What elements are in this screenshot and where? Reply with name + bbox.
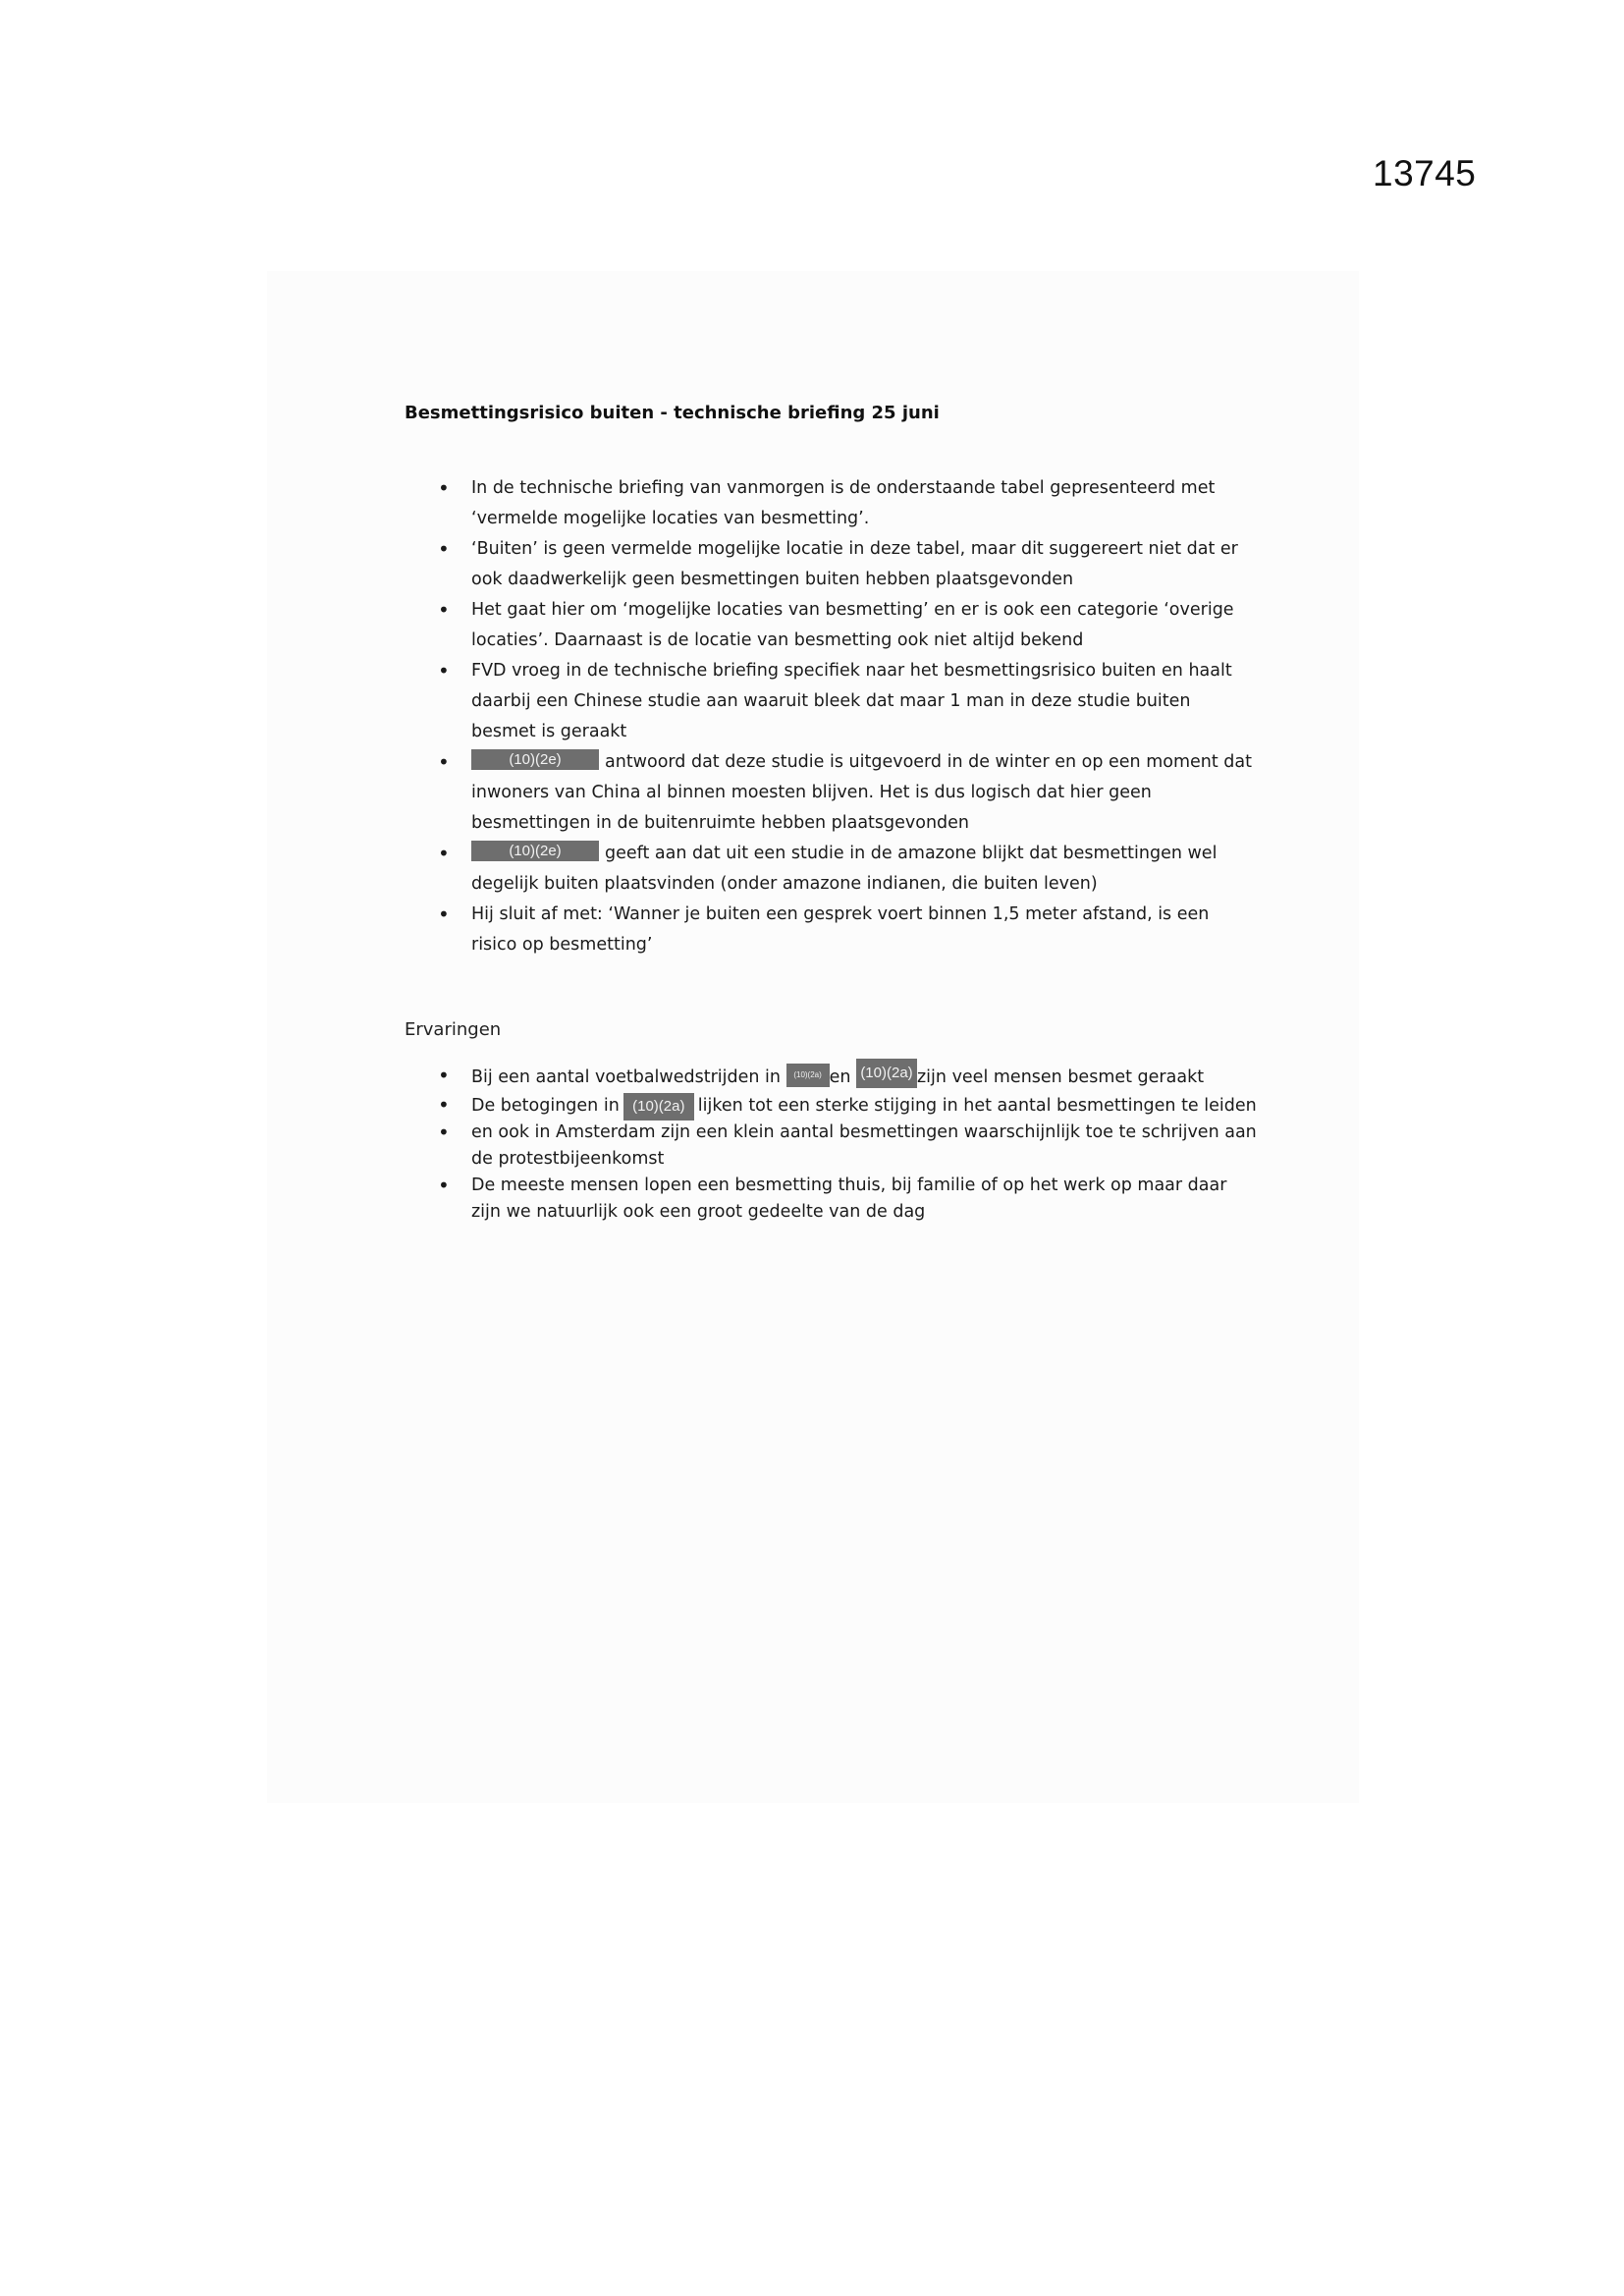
list-item bbox=[432, 1120, 1257, 1173]
list-item-text: zijn veel mensen besmet geraakt bbox=[917, 1067, 1205, 1087]
list-item-text: ‘Buiten’ is geen vermelde mogelijke locatie in deze tabel, maar dit suggereert niet dat er ook daadwerkelijk geen besmettingen buiten hebben plaatsgevonden bbox=[471, 539, 1238, 589]
redaction-block: (10)(2a) bbox=[856, 1059, 917, 1088]
list-item-text: Hij sluit af met: ‘Wanner je buiten een gesprek voert binnen 1,5 meter afstand, is een risico op besmetting’ bbox=[471, 904, 1210, 955]
list-item-text: lijken tot een sterke stijging in het aantal besmettingen te leiden bbox=[697, 1096, 1257, 1116]
list-item bbox=[432, 839, 1257, 900]
document-heading: Besmettingsrisico buiten - technische briefing 25 juni bbox=[405, 403, 940, 423]
list-item-text: en ook in Amsterdam zijn een klein aantal besmettingen waarschijnlijk toe te schrijven aan de protestbijeenkomst bbox=[471, 1122, 1257, 1169]
list-item bbox=[432, 656, 1257, 747]
section-heading-ervaringen: Ervaringen bbox=[405, 1019, 502, 1040]
list-item bbox=[432, 1092, 1257, 1120]
list-item-text: FVD vroeg in de technische briefing specifiek naar het besmettingsrisico buiten en haalt daarbij een Chinese studie aan waaruit bleek dat maar 1 man in deze studie buiten besmet is geraakt bbox=[471, 661, 1232, 741]
list-item bbox=[432, 473, 1257, 534]
list-item bbox=[432, 747, 1257, 839]
list-item bbox=[432, 595, 1257, 656]
list-item-text: Bij een aantal voetbalwedstrijden in bbox=[471, 1067, 781, 1087]
list-item-text: antwoord dat deze studie is uitgevoerd in de winter en op een moment dat inwoners van China al binnen moesten blijven. Het is dus logisch dat hier geen besmettingen in de buitenruimte hebben plaatsgevonden bbox=[471, 752, 1252, 833]
list-item bbox=[432, 900, 1257, 960]
list-item bbox=[432, 1173, 1257, 1226]
redaction-block: (10)(2a) bbox=[623, 1093, 694, 1121]
page-number: 13745 bbox=[1373, 153, 1477, 193]
list-item-text: en bbox=[829, 1067, 851, 1087]
list-item-text: De meeste mensen lopen een besmetting thuis, bij familie of op het werk op maar daar zijn we natuurlijk ook een groot gedeelte van de dag bbox=[471, 1175, 1227, 1222]
briefing-bullet-list bbox=[432, 473, 1257, 960]
list-item bbox=[432, 534, 1257, 595]
list-item bbox=[432, 1063, 1257, 1092]
ervaringen-bullet-list bbox=[432, 1063, 1257, 1226]
redaction-block: (10)(2a) bbox=[786, 1064, 830, 1087]
list-item-text: Het gaat hier om ‘mogelijke locaties van besmetting’ en er is ook een categorie ‘overige locaties’. Daarnaast is de locatie van besmetting ook niet altijd bekend bbox=[471, 600, 1234, 650]
list-item-text: geeft aan dat uit een studie in de amazone blijkt dat besmettingen wel degelijk buiten plaatsvinden (onder amazone indianen, die buiten leven) bbox=[471, 844, 1218, 894]
list-item-text: De betogingen in bbox=[471, 1096, 620, 1116]
redaction-block: (10)(2e) bbox=[471, 749, 599, 770]
list-item-text: In de technische briefing van vanmorgen is de onderstaande tabel gepresenteerd met ‘vermelde mogelijke locaties van besmetting’. bbox=[471, 478, 1216, 528]
redaction-block: (10)(2e) bbox=[471, 841, 599, 861]
